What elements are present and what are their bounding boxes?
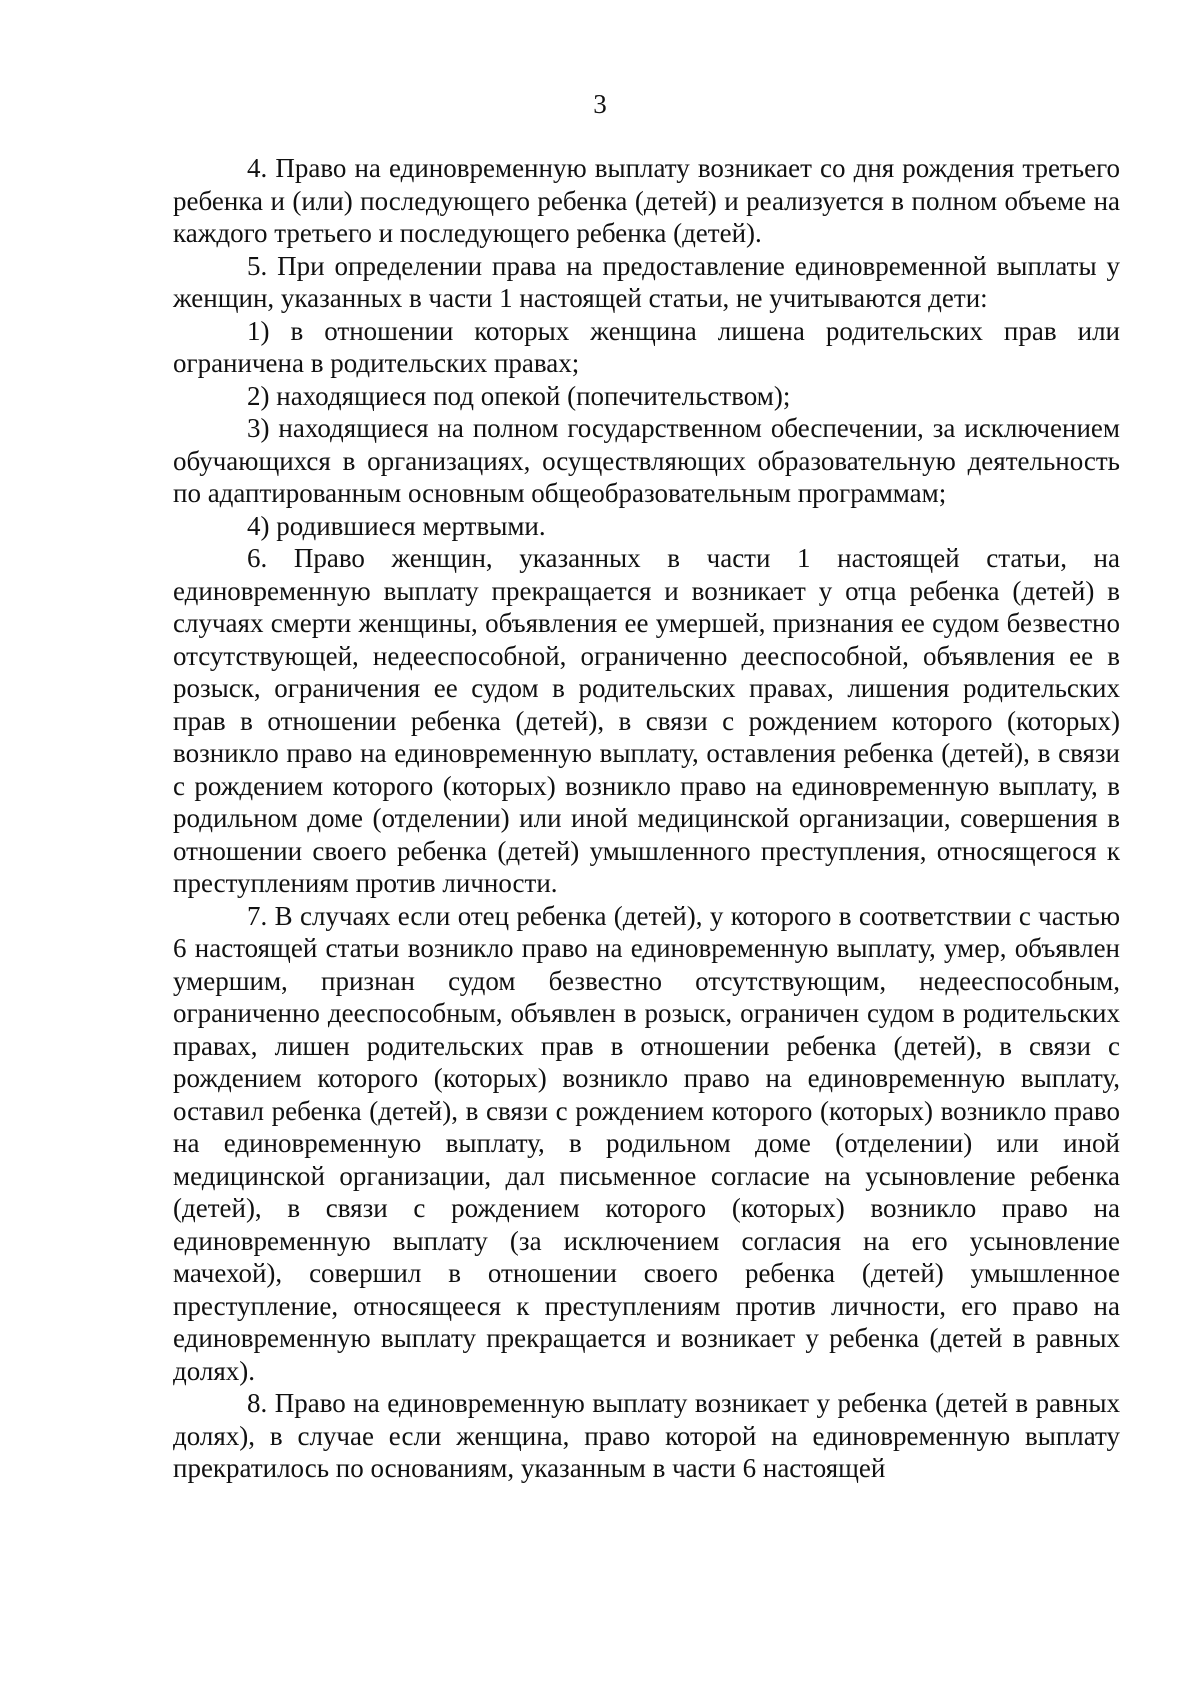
list-item-2: 2) находящиеся под опекой (попечительством); [247, 380, 791, 411]
paragraph-7: 7. В случаях если отец ребенка (детей), у которого в соответствии с частью 6 настоящей статьи возникло право на единовременную выплату, умер, объявлен умершим, признан судом безвестно отсутствующим, недееспособным, ограниченно дееспособным, объявлен в розыск, ограничен судом в родительских правах, лишен родительских прав в отношении ребенка (детей), в связи с рождением которого (которых) возникло право на единовременную выплату, оставил ребенка (детей), в связи с рождением которого (которых) возникло право на единовременную выплату, в родильном доме (отделении) или иной медицинской организации, дал письменное согласие на усыновление ребенка (детей), в связи с рождением которого (которых) возникло право на единовременную выплату (за исключением согласия на его усыновление мачехой), совершил в отношении своего ребенка (детей) умышленное преступление, относящееся к преступлениям против личности, его право на единовременную выплату прекращается и возникает у ребенка (детей в равных долях). [173, 900, 1120, 1386]
paragraph-6: 6. Право женщин, указанных в части 1 настоящей статьи, на единовременную выплату прекращается и возникает у отца ребенка (детей) в случаях смерти женщины, объявления ее умершей, признания ее судом безвестно отсутствующей, недееспособной, ограниченно дееспособной, объявления ее в розыск, ограничения ее судом в родительских правах, лишения родительских прав в отношении ребенка (детей), в связи с рождением которого (которых) возникло право на единовременную выплату, оставления ребенка (детей), в связи с рождением которого (которых) возникло право на единовременную выплату, в родильном доме (отделении) или иной медицинской организации, совершения в отношении своего ребенка (детей) умышленного преступления, относящегося к преступлениям против личности. [173, 543, 1120, 898]
list-item-3: 3) находящиеся на полном государственном обеспечении, за исключением обучающихся в организациях, осуществляющих образовательную деятельность по адаптированным основным общеобразовательным программам; [173, 413, 1120, 508]
page-number: 3 [593, 89, 607, 119]
paragraph-5: 5. При определении права на предоставление единовременной выплаты у женщин, указанных в части 1 настоящей статьи, не учитываются дети: [173, 250, 1120, 313]
list-item-1: 1) в отношении которых женщина лишена родительских прав или ограничена в родительских правах; [173, 315, 1120, 378]
paragraph-8: 8. Право на единовременную выплату возникает у ребенка (детей в равных долях), в случае если женщина, право которой на единовременную выплату прекратилось по основаниям, указанным в части 6 настоящей [173, 1388, 1120, 1483]
list-item-4: 4) родившиеся мертвыми. [247, 510, 546, 541]
document-body [173, 152, 1120, 1485]
paragraph-4: 4. Право на единовременную выплату возникает со дня рождения третьего ребенка и (или) последующего ребенка (детей) и реализуется в полном объеме на каждого третьего и последующего ребенка (детей). [173, 153, 1120, 248]
